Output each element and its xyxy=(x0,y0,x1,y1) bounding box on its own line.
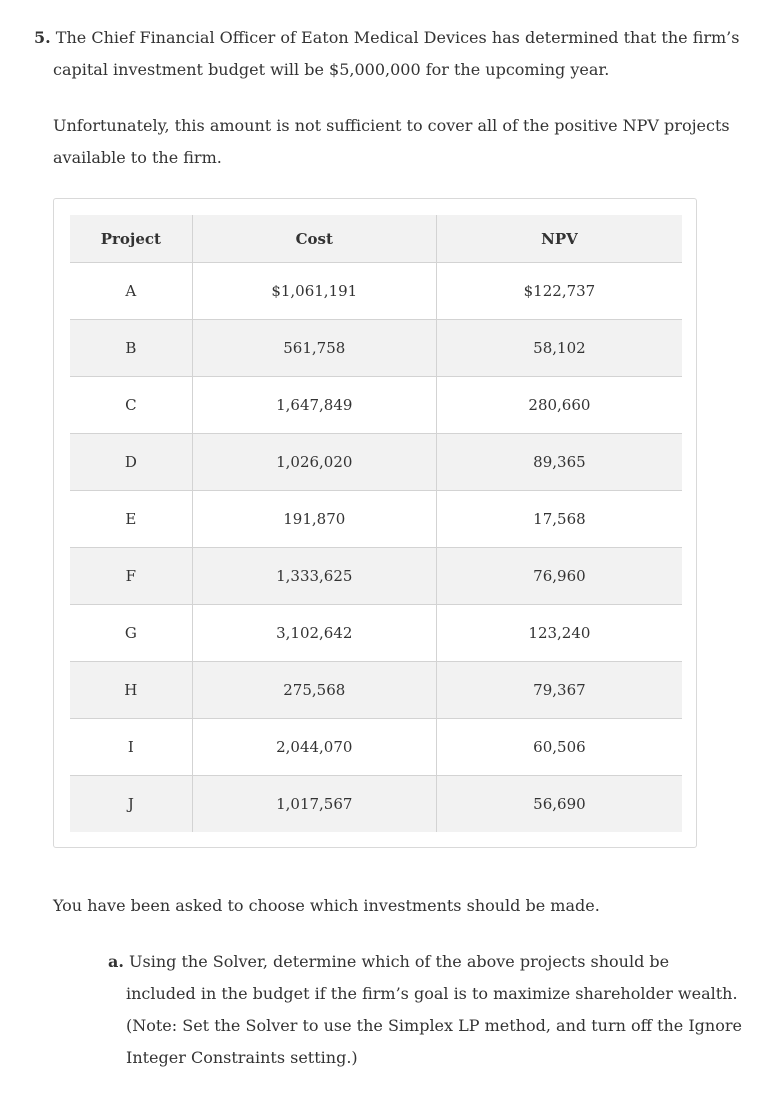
cost-cell: 191,870 xyxy=(192,491,436,548)
header-npv: NPV xyxy=(436,215,682,263)
table-row xyxy=(70,491,682,548)
part-a-line-1 xyxy=(108,946,669,978)
part-a-line-2: included in the budget if the firm’s goal is to maximize shareholder wealth. xyxy=(126,984,738,1003)
cost-cell: 1,647,849 xyxy=(192,377,436,434)
npv-cell: 56,690 xyxy=(436,776,682,833)
cost-cell: 275,568 xyxy=(192,662,436,719)
npv-cell: 17,568 xyxy=(436,491,682,548)
table-row xyxy=(70,434,682,491)
cost-cell: 3,102,642 xyxy=(192,605,436,662)
project-cell: D xyxy=(70,434,192,491)
part-a-line-3: (Note: Set the Solver to use the Simplex LP method, and turn off the Ignore xyxy=(126,1016,742,1035)
cost-cell: 2,044,070 xyxy=(192,719,436,776)
paragraph-2-line-1: Unfortunately, this amount is not sufficient to cover all of the positive NPV projects xyxy=(53,116,730,135)
table-row xyxy=(70,662,682,719)
project-cell: E xyxy=(70,491,192,548)
paragraph-2-line-2: available to the firm. xyxy=(53,148,222,167)
npv-cell: 58,102 xyxy=(436,320,682,377)
table-row xyxy=(70,776,682,833)
table-header-row xyxy=(70,215,682,263)
npv-cell: 89,365 xyxy=(436,434,682,491)
table-row xyxy=(70,377,682,434)
project-cell: A xyxy=(70,263,192,320)
project-cell: G xyxy=(70,605,192,662)
instruction-text: You have been asked to choose which investments should be made. xyxy=(53,896,600,915)
question-line-1 xyxy=(34,22,739,54)
npv-cell: 76,960 xyxy=(436,548,682,605)
project-cell: J xyxy=(70,776,192,833)
project-cell: F xyxy=(70,548,192,605)
question-number: 5. xyxy=(34,28,51,47)
cost-cell: 1,017,567 xyxy=(192,776,436,833)
part-a-text-1: Using the Solver, determine which of the above projects should be xyxy=(123,952,670,971)
project-cell: C xyxy=(70,377,192,434)
cost-cell: 1,333,625 xyxy=(192,548,436,605)
cost-cell: 561,758 xyxy=(192,320,436,377)
npv-cell: 60,506 xyxy=(436,719,682,776)
npv-cell: 280,660 xyxy=(436,377,682,434)
cost-cell: 1,026,020 xyxy=(192,434,436,491)
header-project: Project xyxy=(70,215,192,263)
question-line-2: capital investment budget will be $5,000,000 for the upcoming year. xyxy=(53,60,610,79)
npv-cell: $122,737 xyxy=(436,263,682,320)
part-a-line-4: Integer Constraints setting.) xyxy=(126,1048,358,1067)
table-row xyxy=(70,320,682,377)
projects-table-container xyxy=(53,198,697,848)
question-text-1: The Chief Financial Officer of Eaton Medical Devices has determined that the firm’s xyxy=(50,28,740,47)
projects-table xyxy=(70,215,682,832)
part-a-label: a. xyxy=(108,952,124,971)
header-cost: Cost xyxy=(192,215,436,263)
project-cell: B xyxy=(70,320,192,377)
project-cell: I xyxy=(70,719,192,776)
table-row xyxy=(70,548,682,605)
npv-cell: 123,240 xyxy=(436,605,682,662)
table-row xyxy=(70,263,682,320)
cost-cell: $1,061,191 xyxy=(192,263,436,320)
table-row xyxy=(70,605,682,662)
npv-cell: 79,367 xyxy=(436,662,682,719)
table-row xyxy=(70,719,682,776)
project-cell: H xyxy=(70,662,192,719)
